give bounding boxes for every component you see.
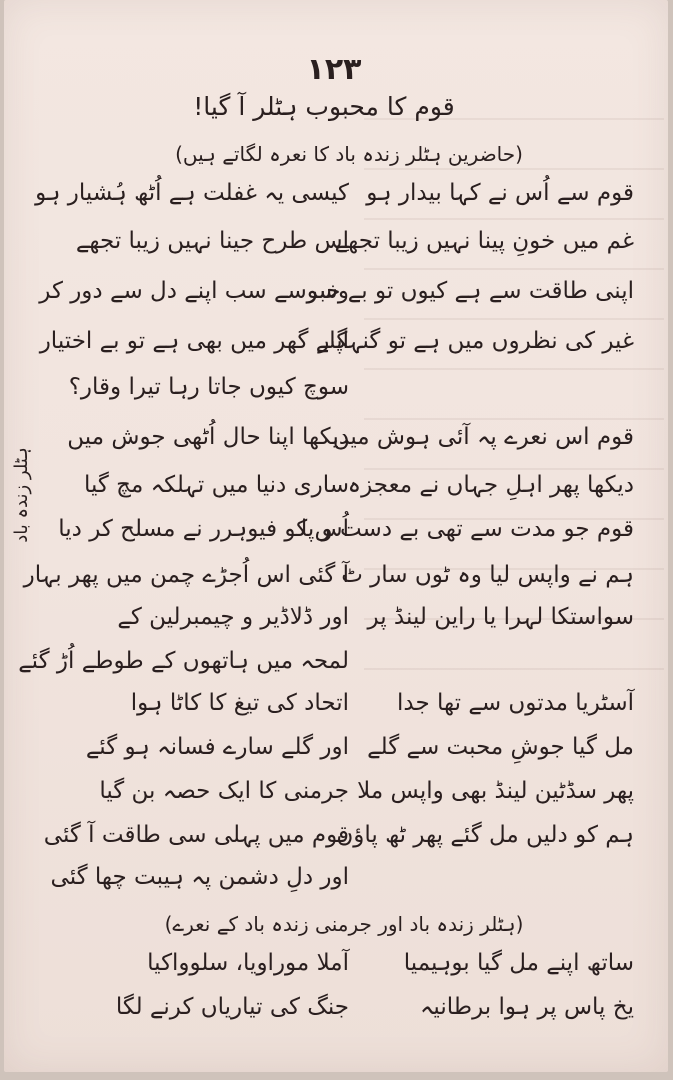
hemistich-right: قوم اس نعرے پہ آئی ہوش میں: [332, 424, 634, 450]
hemistich-right: مل گیا جوشِ محبت سے گلے: [367, 734, 634, 760]
hemistich-left: آ گئی اس اُجڑے چمن میں پھر بہار: [23, 562, 349, 588]
hemistich-right: غیر کی نظروں میں ہے تو گنہگار: [318, 328, 634, 354]
verse-line: [94, 994, 654, 1034]
verse-line: [50, 864, 654, 904]
verse-line: [39, 328, 654, 368]
verse-line: [23, 562, 654, 602]
hemistich-left: جنگ کی تیاریاں کرنے لگا: [115, 994, 349, 1020]
hemistich-left: اور گلے سارے فسانہ ہو گئے: [85, 734, 349, 760]
hemistich-left: اور دلِ دشمن پہ ہیبت چھا گئی: [50, 864, 349, 890]
hemistich-right: قوم سے اُس نے کہا بیدار ہو: [366, 180, 634, 206]
verse-line: [94, 690, 654, 730]
hemistich-left: ساری دنیا میں تہلکہ مچ گیا: [83, 472, 349, 498]
hemistich-right: غم میں خونِ پینا نہیں زیبا تجھے: [334, 228, 634, 254]
hemistich-left: اپنے گھر میں بھی ہے تو بے اختیار: [39, 328, 349, 354]
hemistich-right: سواستکا لہرا یا راین لینڈ پر: [367, 604, 634, 630]
verse-line: [43, 822, 654, 862]
verse-line: [83, 472, 654, 512]
verse-line: [68, 374, 654, 414]
hemistich-left: لمحہ میں ہاتھوں کے طوطے اُڑ گئے: [18, 648, 349, 674]
hemistich-left: اتحاد کی تیغ کا کاٹا ہوا: [130, 690, 349, 716]
hemistich-left: وسوسے سب اپنے دل سے دور کر: [39, 278, 349, 304]
hemistich-right: یخ پاس پر ہوا برطانیہ: [419, 994, 634, 1020]
hemistich-right: پھر سڈٹین لینڈ بھی واپس ملا: [357, 778, 634, 804]
verse-line: [75, 228, 654, 268]
hemistich-left: قوم میں پہلی سی طاقت آ گئی: [43, 822, 349, 848]
hemistich-left: اور ڈلاڈیر و چیمبرلین کے: [117, 604, 349, 630]
stage-direction: (ہٹلر زندہ باد اور جرمنی زندہ باد کے نعرے): [164, 912, 524, 936]
hemistich-right: قوم جو مدت سے تھی بے دست و پا: [300, 516, 634, 542]
hemistich-left: دیکھا اپنا حال اُٹھی جوش میں: [67, 424, 349, 450]
verse-line: [94, 778, 654, 818]
hemistich-left: آملا موراویا، سلوواکیا: [147, 950, 349, 976]
hemistich-left: اُس کو فیوہرر نے مسلح کر دیا: [58, 516, 349, 542]
hemistich-right: اپنی طاقت سے ہے کیوں تو بے خبر: [306, 278, 634, 304]
hemistich-right: آسٹریا مدتوں سے تھا جدا: [397, 690, 634, 716]
hemistich-left: اِس طرح جینا نہیں زیبا تجھے: [75, 228, 349, 254]
verse-line: [67, 424, 654, 464]
verse-line: [35, 180, 654, 220]
hemistich-right: ہم کو دلیں مل گئے پھر ٹھ پاؤں: [336, 822, 634, 848]
section-heading: قوم کا محبوب ہٹلر آ گیا!: [193, 92, 455, 121]
stage-direction: (حاضرین ہٹلر زندہ باد کا نعرہ لگاتے ہیں): [175, 142, 523, 166]
hemistich-right: ہم نے واپس لیا وہ ٹوں سار ٹ: [341, 562, 634, 588]
verse-line: [85, 734, 654, 774]
hemistich-right: ساتھ اپنے مل گیا بوہیمیا: [403, 950, 634, 976]
hemistich-left: کیسی یہ غفلت ہے اُٹھ ہُشیار ہو: [35, 180, 349, 206]
verse-line: [94, 604, 654, 644]
book-page: [4, 0, 668, 1072]
verse-line: [58, 516, 654, 556]
hemistich-left: سوچ کیوں جاتا رہا تیرا وقار؟: [68, 374, 349, 400]
margin-note: ہٹلر زندہ باد: [11, 447, 32, 543]
verse-line: [94, 950, 654, 990]
verse-line: [18, 648, 654, 688]
verse-line: [39, 278, 654, 318]
hemistich-right: دیکھا پھر اہلِ جہاں نے معجزہ: [347, 472, 634, 498]
page-number: ۱۲۳: [306, 52, 362, 87]
hemistich-left: جرمنی کا ایک حصہ بن گیا: [99, 778, 349, 804]
